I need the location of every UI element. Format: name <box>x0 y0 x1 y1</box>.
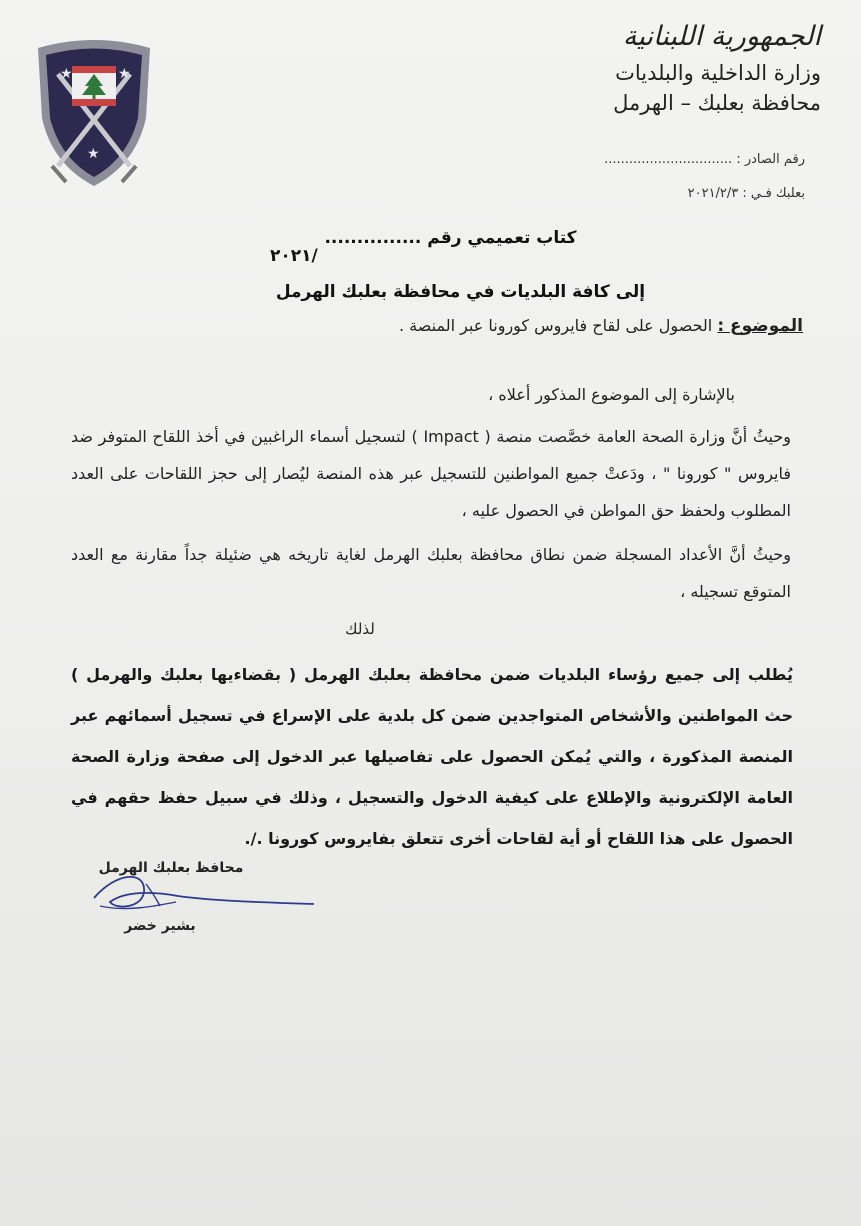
date-label: بعلبك فـي : <box>742 186 805 201</box>
reference-blank: ............................... <box>604 152 733 167</box>
security-forces-emblem-icon <box>28 36 160 196</box>
reference-number-line <box>545 152 805 167</box>
svg-text:★: ★ <box>118 66 131 82</box>
reference-label: رقم الصادر : <box>736 152 805 167</box>
circular-year: /٢٠٢١ <box>270 246 318 266</box>
signatory-name: بشير خضر <box>124 918 196 934</box>
signatory-title: محافظ بعلبك الهرمل <box>98 860 244 876</box>
addressee: إلى كافة البلديات في محافظة بعلبك الهرمل <box>275 282 646 302</box>
ministry-title: وزارة الداخلية والبلديات <box>615 61 821 85</box>
subject-label: الموضوع : <box>717 316 803 336</box>
governorate-title: محافظة بعلبك – الهرمل <box>613 91 821 115</box>
republic-title: الجمهورية اللبنانية <box>622 21 821 52</box>
subject-line <box>103 316 803 336</box>
subject-text: الحصول على لقاح فايروس كورونا عبر المنصة . <box>398 316 713 335</box>
decision-paragraph: يُطلب إلى جميع رؤساء البلديات ضمن محافظة بعلبك الهرمل ( بقضاءيها بعلبك والهرمل ) حث المواطنين والأشخاص المتواجدين ضمن كل بلدية على الإسراع في تسجيل أسمائهم عبر المنصة المذكورة ، والتي يُمكن الحصول على تفاصيلها عبر الدخول إلى صفحة وزارة الصحة العامة الإلكترونية والإطلاع على كيفية الدخول والتسجيل ، وذلك في سبيل حفظ حقهم في الحصول على هذا اللقاح أو أية لقاحات أخرى تتعلق بفايروس كورونا ./. <box>71 665 793 848</box>
circular-title: كتاب تعميمي رقم ............... <box>324 228 577 248</box>
paragraph-platform: وحيثُ أنَّ وزارة الصحة العامة خصَّصت منصة ( Impact ) لتسجيل أسماء الراغبين في أخذ اللقاح المتوفر ضد فايروس " كورونا " ، ودَعتْ جميع المواطنين للتسجيل عبر هذه المنصة ليُصار إلى حجز اللقاحات على العدد المطلوب ولحفظ حق المواطن في الحصول عليه ، <box>71 427 792 520</box>
therefore-heading: لذلك <box>345 620 375 638</box>
svg-text:★: ★ <box>60 66 73 82</box>
svg-text:★: ★ <box>87 146 100 162</box>
date-line <box>545 186 805 201</box>
paragraph-registrations: وحيثُ أنَّ الأعداد المسجلة ضمن نطاق محافظة بعلبك الهرمل لغاية تاريخه هي ضئيلة جداً مقارنة مع العدد المتوقع تسجيله ، <box>71 545 791 601</box>
date-value: ٢٠٢١/٢/٣ <box>687 186 739 201</box>
paragraph-reference: بالإشارة إلى الموضوع المذكور أعلاه ، <box>488 385 735 404</box>
letterhead <box>491 16 821 118</box>
